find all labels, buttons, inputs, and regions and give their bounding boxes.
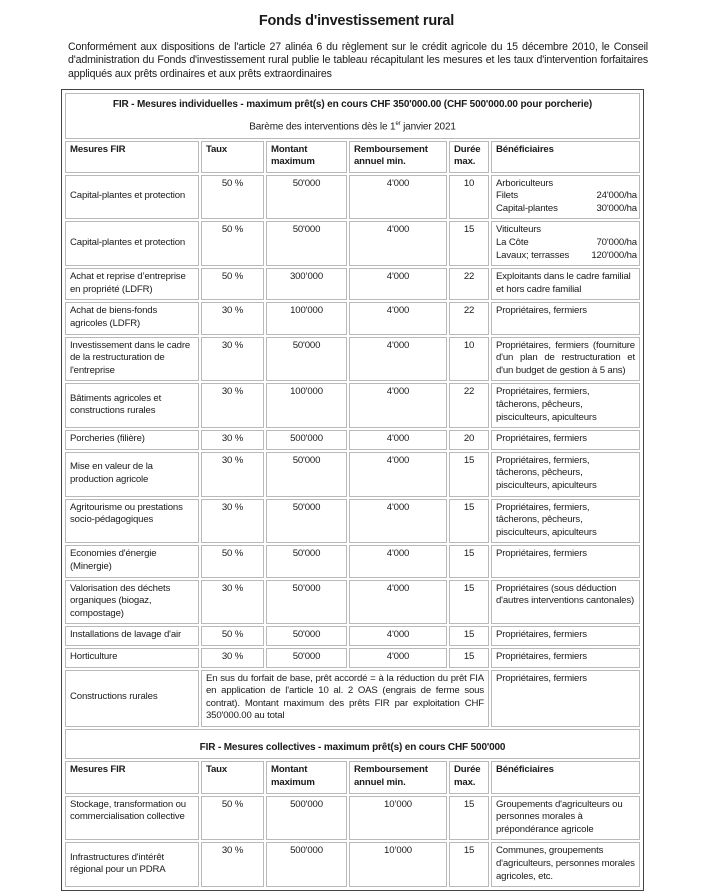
beneficiaires-rate-line [496,237,637,250]
column-header-mesures: Mesures FIR [65,761,199,793]
header-line: Montant [271,143,308,155]
rate-value: 24'000/ha [596,190,637,202]
beneficiaires-rate-line [496,250,637,263]
table-row [65,545,640,577]
individual-heading-row [65,93,640,139]
cell-remboursement: 4'000 [349,337,447,382]
cell-taux: 30 % [201,383,264,428]
header-line: Durée [454,143,481,155]
collective-heading-row [65,729,640,760]
cell-duree: 20 [449,430,489,450]
cell-beneficiaires: Propriétaires, fermiers, tâcherons, pêcheurs, pisciculteurs, apiculteurs [491,452,640,497]
individual-heading-text: FIR - Mesures individuelles - maximum prêt(s) en cours CHF 350'000.00 (CHF 500'000.00 pour porcherie) [112,99,593,110]
cell-montant: 50'000 [266,545,347,577]
cell-remboursement: 10’000 [349,796,447,841]
cell-duree: 15 [449,545,489,577]
cell-mesure: Porcheries (filière) [65,430,199,450]
cell-remboursement: 4'000 [349,430,447,450]
cell-remboursement: 4'000 [349,452,447,497]
column-header-duree [449,761,489,793]
cell-montant: 50'000 [266,175,347,220]
document-title: Fonds d'investissement rural [258,13,455,29]
table-row [65,626,640,646]
table-row [65,499,640,544]
cell-mesure: Valorisation des déchets organiques (biogaz, compostage) [65,580,199,625]
column-header-montant [266,761,347,793]
cell-beneficiaires: Propriétaires, fermiers, tâcherons, pêcheurs, pisciculteurs, apiculteurs [491,499,640,544]
cell-beneficiaires: Propriétaires (sous déduction d'autres interventions cantonales) [491,580,640,625]
cell-beneficiaires: Communes, groupements d'agriculteurs, personnes morales agricoles, etc. [491,842,640,887]
rate-label: Lavaux; terrasses [496,249,570,261]
cell-duree: 15 [449,626,489,646]
cell-mesure: Infrastructures d'intérêt régional pour un PDRA [65,842,199,887]
cell-remboursement: 4'000 [349,545,447,577]
cell-taux: 30 % [201,842,264,887]
cell-mesure: Capital-plantes et protection [65,175,199,220]
cell-beneficiaires: Propriétaires, fermiers [491,648,640,668]
cell-taux: 30 % [201,337,264,382]
cell-taux: 30 % [201,648,264,668]
cell-taux: 50 % [201,545,264,577]
subheading-superscript: er [395,120,401,127]
cell-taux: 50 % [201,626,264,646]
cell-constructions-note: En sus du forfait de base, prêt accordé = à la réduction du prêt FIA en application de l'article 10 al. 2 OAS (engrais de ferme sous contrat). Montant maximum des prêts FIR par exploitation CHF 350'000.00 au total [201,670,489,727]
cell-montant: 50'000 [266,499,347,544]
beneficiaires-title: Arboriculteurs [496,177,554,189]
table-body [65,93,640,887]
cell-mesure: Achat et reprise d’entreprise en propriété (LDFR) [65,268,199,300]
cell-duree: 15 [449,221,489,266]
cell-duree: 10 [449,337,489,382]
cell-beneficiaires [491,221,640,266]
column-header-duree [449,141,489,173]
header-line: maximum [271,156,315,168]
cell-duree: 22 [449,302,489,334]
cell-mesure: Mise en valeur de la production agricole [65,452,199,497]
cell-montant: 500'000 [266,796,347,841]
table-row [65,580,640,625]
cell-remboursement: 10’000 [349,842,447,887]
header-line: annuel min. [354,777,406,789]
rate-label: Capital-plantes [496,202,558,214]
table-row [65,302,640,334]
table-row [65,430,640,450]
beneficiaires-rate-line [496,190,637,203]
cell-mesure: Constructions rurales [65,670,199,727]
subheading-date: janvier 2021 [400,120,456,132]
cell-duree: 15 [449,648,489,668]
cell-taux: 30 % [201,452,264,497]
column-header-remboursement [349,141,447,173]
cell-mesure: Economies d'énergie (Minergie) [65,545,199,577]
cell-montant: 300’000 [266,268,347,300]
fir-measures-table [63,91,642,889]
cell-montant: 500'000 [266,430,347,450]
cell-mesure: Installations de lavage d'air [65,626,199,646]
header-line: annuel min. [354,156,406,168]
cell-mesure: Investissement dans le cadre de la restructuration de l'entreprise [65,337,199,382]
cell-taux: 30 % [201,580,264,625]
cell-montant: 50'000 [266,337,347,382]
cell-taux: 30 % [201,302,264,334]
cell-mesure: Agritourisme ou prestations socio-pédagogiques [65,499,199,544]
table-row [65,796,640,841]
cell-beneficiaires: Propriétaires, fermiers [491,430,640,450]
cell-montant: 100'000 [266,302,347,334]
individual-heading [65,93,640,139]
rate-label: La Côte [496,237,529,249]
column-header-montant [266,141,347,173]
collective-column-header-row [65,761,640,793]
table-row [65,268,640,300]
cell-duree: 15 [449,796,489,841]
beneficiaires-rate-line [496,203,637,216]
table-row-constructions-rurales [65,670,640,727]
column-header-remboursement [349,761,447,793]
cell-montant: 50'000 [266,626,347,646]
column-header-beneficiaires: Bénéficiaires [491,141,640,173]
cell-beneficiaires: Propriétaires, fermiers [491,626,640,646]
cell-mesure: Bâtiments agricoles et constructions rurales [65,383,199,428]
cell-taux: 30 % [201,499,264,544]
cell-duree: 15 [449,842,489,887]
column-header-mesures: Mesures FIR [65,141,199,173]
rate-value: 70'000/ha [596,237,637,249]
cell-montant: 500'000 [266,842,347,887]
cell-montant: 50'000 [266,648,347,668]
cell-remboursement: 4'000 [349,648,447,668]
cell-beneficiaires: Propriétaires, fermiers [491,302,640,334]
column-header-beneficiaires: Bénéficiaires [491,761,640,793]
header-line: Durée [454,764,481,776]
cell-montant: 100'000 [266,383,347,428]
cell-remboursement: 4'000 [349,383,447,428]
column-header-taux: Taux [201,141,264,173]
rate-value: 120'000/ha [591,249,637,261]
individual-column-header-row [65,141,640,173]
cell-remboursement: 4'000 [349,302,447,334]
table-row [65,383,640,428]
cell-remboursement: 4'000 [349,499,447,544]
cell-mesure: Horticulture [65,648,199,668]
cell-beneficiaires [491,175,640,220]
cell-montant: 50'000 [266,221,347,266]
table-row [65,337,640,382]
header-line: Remboursement [354,143,428,155]
table-row [65,648,640,668]
cell-beneficiaires: Propriétaires, fermiers [491,670,640,727]
table-row [65,175,640,220]
cell-beneficiaires: Propriétaires, fermiers, tâcherons, pêcheurs, pisciculteurs, apiculteurs [491,383,640,428]
header-line: Remboursement [354,764,428,776]
header-line: max. [454,777,476,789]
rate-value: 30'000/ha [596,202,637,214]
fir-table [61,89,644,891]
cell-duree: 22 [449,268,489,300]
header-line: max. [454,156,476,168]
column-header-taux: Taux [201,761,264,793]
table-row [65,842,640,887]
cell-montant: 50'000 [266,452,347,497]
cell-remboursement: 4'000 [349,626,447,646]
cell-beneficiaires: Exploitants dans le cadre familial et hors cadre familial [491,268,640,300]
header-line: maximum [271,777,315,789]
cell-taux: 30 % [201,430,264,450]
cell-beneficiaires: Propriétaires, fermiers [491,545,640,577]
intro-paragraph: Conformément aux dispositions de l'article 27 alinéa 6 du règlement sur le crédit agricole du 15 décembre 2010, le Conseil d'administration du Fonds d'investissement rural publie le tableau récapitulant les mesures et les taux d'intervention forfaitaires appliqués aux prêts ordinaires et aux prêts extraordinaires [68,41,648,80]
cell-remboursement: 4'000 [349,268,447,300]
header-line: Montant [271,764,308,776]
cell-remboursement: 4'000 [349,175,447,220]
cell-duree: 15 [449,580,489,625]
cell-montant: 50’000 [266,580,347,625]
cell-remboursement: 4'000 [349,221,447,266]
cell-beneficiaires: Propriétaires, fermiers (fourniture d'un plan de restructuration et d'un budget de gestion à 5 ans) [491,337,640,382]
cell-beneficiaires: Groupements d'agriculteurs ou personnes morales à prépondérance agricole [491,796,640,841]
table-row [65,452,640,497]
beneficiaires-title: Viticulteurs [496,224,541,236]
cell-duree: 22 [449,383,489,428]
cell-remboursement: 4'000 [349,580,447,625]
cell-taux: 50 % [201,175,264,220]
table-row [65,221,640,266]
cell-duree: 15 [449,452,489,497]
individual-subheading [70,118,635,134]
cell-duree: 15 [449,499,489,544]
collective-heading: FIR - Mesures collectives - maximum prêt(s) en cours CHF 500'000 [65,729,640,760]
cell-mesure: Achat de biens-fonds agricoles (LDFR) [65,302,199,334]
subheading-text: Barème des interventions dès le 1 [249,120,396,132]
cell-taux: 50 % [201,268,264,300]
cell-mesure: Capital-plantes et protection [65,221,199,266]
cell-taux: 50 % [201,221,264,266]
cell-duree: 10 [449,175,489,220]
cell-taux: 50 % [201,796,264,841]
rate-label: Filets [496,190,519,202]
cell-mesure: Stockage, transformation ou commercialisation collective [65,796,199,841]
